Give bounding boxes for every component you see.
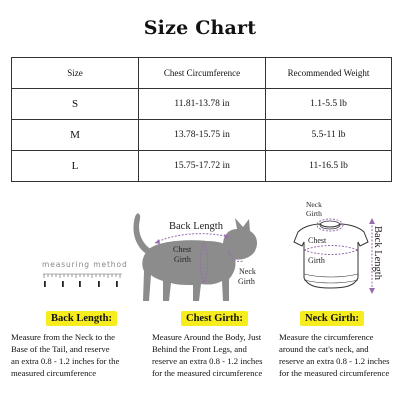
cell-size: S bbox=[12, 89, 139, 120]
cell-size: M bbox=[12, 120, 139, 151]
description-line: for the measured circumference bbox=[279, 368, 390, 378]
page-title: Size Chart bbox=[143, 17, 257, 39]
chest-girth-tag: Chest Girth: bbox=[181, 311, 248, 326]
back-length-tag: Back Length: bbox=[46, 311, 117, 326]
shirt-measurement-figure bbox=[280, 198, 385, 298]
neck-girth-tag: Neck Girth: bbox=[300, 311, 364, 326]
measuring-method bbox=[42, 260, 128, 290]
description-line: Measure from the Neck to the bbox=[11, 332, 115, 342]
cell-weight: 1.1-5.5 lb bbox=[266, 89, 392, 120]
back-length-description bbox=[11, 331, 137, 379]
description-line: Measure the circumference bbox=[279, 332, 374, 342]
cat-measurement-figure bbox=[125, 205, 270, 305]
cell-weight: 11-16.5 lb bbox=[266, 151, 392, 182]
chest-girth-description bbox=[152, 331, 278, 379]
cat-chest-label-2: Girth bbox=[174, 255, 191, 264]
cat-neck-label-1: Neck bbox=[239, 267, 256, 276]
table-row bbox=[12, 151, 392, 182]
cat-silhouette-icon bbox=[125, 205, 270, 305]
header-weight: Recommended Weight bbox=[266, 58, 392, 89]
description-line: reserve an extra 0.8 - 1.2 inches bbox=[279, 356, 390, 366]
description-line: Behind the Front Legs, and bbox=[152, 344, 247, 354]
header-chest: Chest Circumference bbox=[139, 58, 266, 89]
description-line: around the cat's neck, and bbox=[279, 344, 369, 354]
cat-neck-label-2: Girth bbox=[238, 277, 255, 286]
cell-size: L bbox=[12, 151, 139, 182]
shirt-chest-label-1: Chest bbox=[308, 236, 327, 245]
description-line: for the measured circumference bbox=[152, 368, 263, 378]
shirt-back-length-label: Back Length bbox=[372, 226, 383, 280]
measuring-method-label: measuring method bbox=[42, 260, 128, 269]
shirt-neck-label-1: Neck bbox=[306, 200, 322, 209]
cell-chest: 13.78-15.75 in bbox=[139, 120, 266, 151]
table-header-row bbox=[12, 58, 392, 89]
cell-chest: 11.81-13.78 in bbox=[139, 89, 266, 120]
cell-weight: 5.5-11 lb bbox=[266, 120, 392, 151]
shirt-chest-label-2: Girth bbox=[308, 256, 325, 265]
size-table bbox=[11, 57, 392, 182]
shirt-outline-icon bbox=[280, 198, 385, 298]
neck-girth-description bbox=[279, 331, 399, 379]
description-line: Measure Around the Body, Just bbox=[152, 332, 262, 342]
description-line: an extra 0.8 - 1.2 inches for the bbox=[11, 356, 120, 366]
cat-back-length-label: Back Length bbox=[169, 221, 223, 232]
cat-chest-label-1: Chest bbox=[173, 245, 192, 254]
table-row bbox=[12, 120, 392, 151]
shirt-neck-label-2: Girth bbox=[306, 209, 322, 218]
cell-chest: 15.75-17.72 in bbox=[139, 151, 266, 182]
measuring-tape-icon bbox=[42, 270, 124, 290]
header-size: Size bbox=[12, 58, 139, 89]
description-line: reserve an extra 0.8 - 1.2 inches bbox=[152, 356, 263, 366]
description-line: Base of the Tail, and reserve bbox=[11, 344, 110, 354]
description-line: measured circumference bbox=[11, 368, 97, 378]
table-row bbox=[12, 89, 392, 120]
